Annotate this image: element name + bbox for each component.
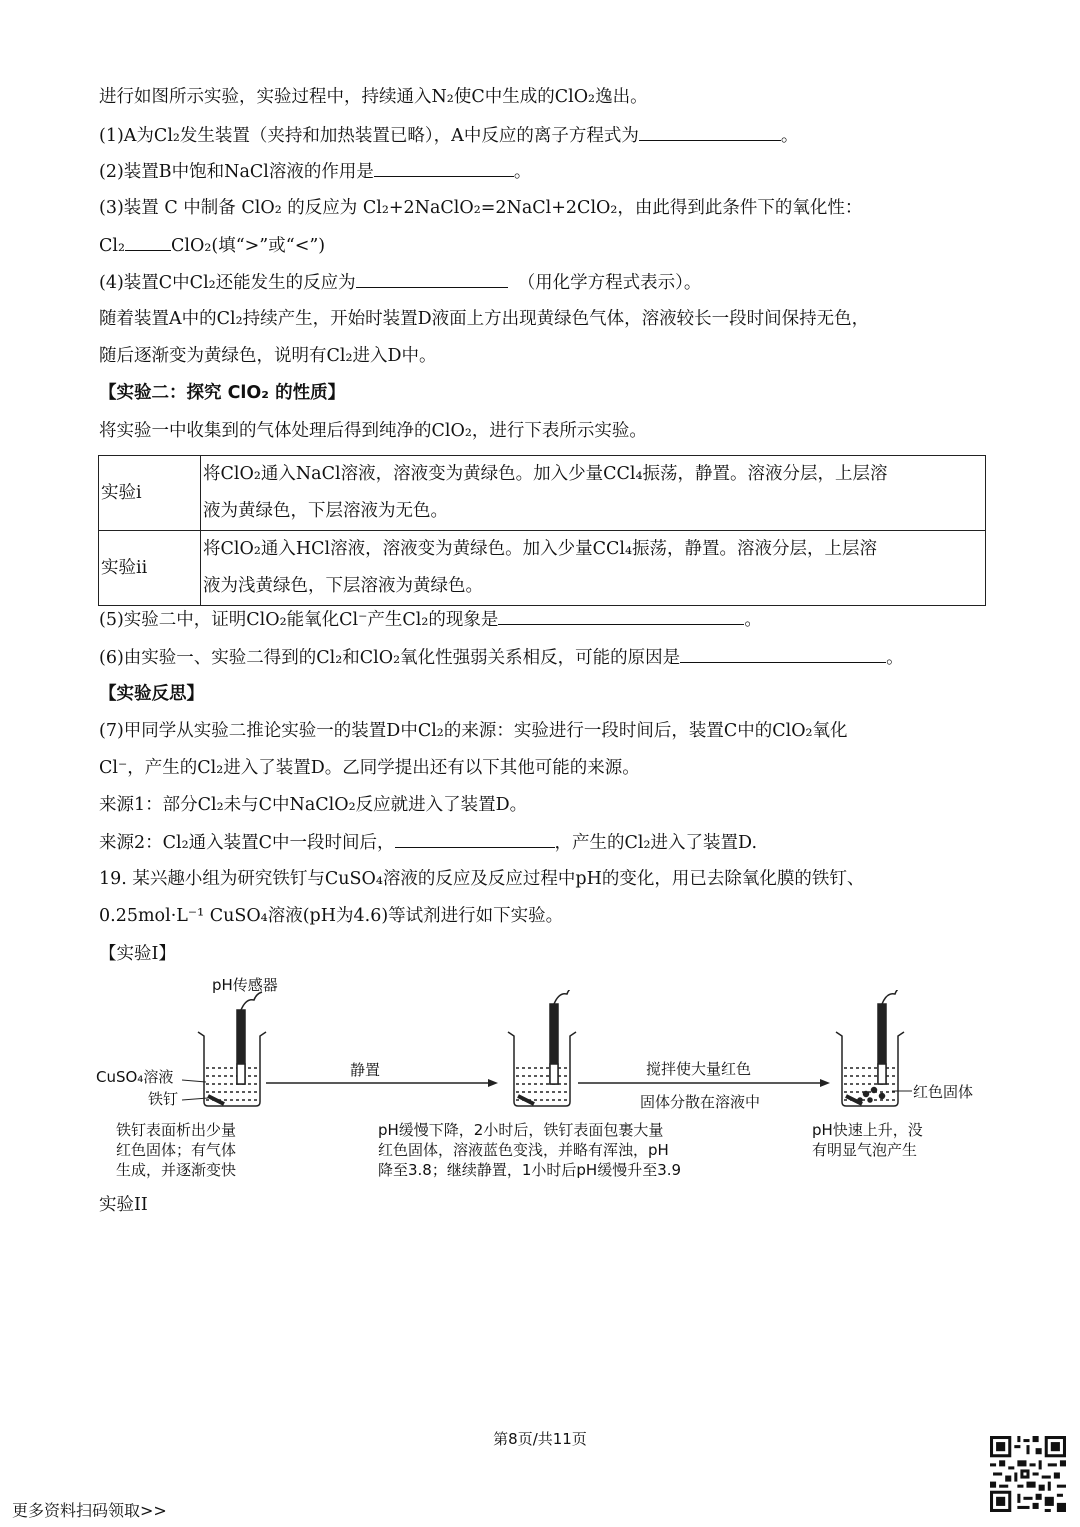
question-1-text: (1)A为Cl₂发生装置（夹持和加热装置已略），A中反应的离子方程式为 [99,126,639,146]
table-cell-line: 将ClO₂通入HCl溶液，溶液变为黄绿色。加入少量CCl₄振荡，静置。溶液分层，上层溶 [203,539,877,559]
question-3-clo2: ClO₂(填“>”或“<”) [171,236,326,256]
beaker-1 [198,992,266,1106]
answer-blank-6[interactable] [680,646,886,663]
red-solid-label: 红色固体 [913,1083,974,1101]
question-3-cl2: Cl₂ [99,236,126,256]
observation-2 [378,1120,681,1180]
question-7-line2: Cl⁻，产生的Cl₂进入了装置D。乙同学提出还有以下其他可能的来源。 [99,758,640,778]
arrow-2 [578,1079,830,1087]
arrow-2-label-top: 搅拌使大量红色 [646,1060,752,1078]
source-2-end: ，产生的Cl₂进入了装置D. [554,833,758,853]
observation-2-line: 红色固体，溶液蓝色变浅，并略有浑浊，pH [378,1141,669,1159]
observation-3-line: pH快速上升，没 [812,1121,923,1139]
question-5-end: 。 [744,610,762,630]
answer-blank-2[interactable] [374,160,514,177]
question-2-text: (2)装置B中饱和NaCl溶液的作用是 [99,162,374,182]
table-row [99,531,986,606]
observation-2-line: pH缓慢下降，2小时后，铁钉表面包裹大量 [378,1121,664,1139]
question-19-line2: 0.25mol·L⁻¹ CuSO₄溶液(pH为4.6)等试剂进行如下实验。 [99,906,564,926]
answer-blank-7[interactable] [395,831,555,848]
source-1: 来源1：部分Cl₂未与C中NaClO₂反应就进入了装置D。 [99,795,528,815]
cuso4-solution-label: CuSO₄溶液 [96,1068,174,1086]
beaker-3 [836,990,904,1106]
table-cell-line: 将ClO₂通入NaCl溶液，溶液变为黄绿色。加入少量CCl₄振荡，静置。溶液分层，上层溶 [203,464,888,484]
table-row-label: 实验ii [99,531,201,606]
observation-1 [116,1120,236,1180]
observation-1-line: 生成，并逐渐变快 [116,1161,237,1179]
question-3-line2 [99,234,325,257]
experiment-table [98,455,986,606]
observation-3-line: 有明显气泡产生 [812,1141,918,1159]
table-cell-line: 液为浅黄绿色，下层溶液为黄绿色。 [203,576,483,596]
more-resources-link[interactable]: 更多资料扫码领取>> [12,1501,167,1520]
experiment-1-heading: 【实验I】 [99,944,176,964]
observation-3 [812,1120,923,1160]
beaker-2 [508,990,576,1106]
question-3-line1: (3)装置 C 中制备 ClO₂ 的反应为 Cl₂+2NaClO₂=2NaCl+2ClO₂，由此得到此条件下的氧化性： [99,198,863,218]
question-2-end: 。 [513,162,532,182]
iron-nail-label: 铁钉 [148,1090,179,1108]
question-6 [99,646,904,669]
question-4 [99,271,701,294]
observation-1-line: 红色固体；有气体 [116,1141,237,1159]
ph-sensor-label: pH传感器 [212,976,278,994]
source-2 [99,831,757,854]
arrow-2-label-bottom: 固体分散在溶液中 [640,1093,761,1111]
question-6-text: (6)由实验一、实验二得到的Cl₂和ClO₂氧化性强弱关系相反，可能的原因是 [99,648,681,668]
page-number: 第8页/共11页 [493,1430,587,1448]
answer-blank-5[interactable] [498,608,744,625]
question-7-line1: (7)甲同学从实验二推论实验一的装置D中Cl₂的来源：实验进行一段时间后，装置C中的ClO₂氧化 [99,721,848,741]
source-2-text: 来源2：Cl₂通入装置C中一段时间后， [99,833,395,853]
observation-line2: 随后逐渐变为黄绿色，说明有Cl₂进入D中。 [99,346,437,366]
answer-blank-4[interactable] [356,271,508,288]
observation-1-line: 铁钉表面析出少量 [116,1121,237,1139]
question-1 [99,124,798,147]
observation-2-line: 降至3.8；继续静置，1小时后pH缓慢升至3.9 [378,1161,682,1179]
answer-blank-3[interactable] [125,234,171,251]
question-6-end: 。 [886,648,904,668]
question-4-end: （用化学方程式表示）。 [517,273,702,293]
arrow-1 [266,1079,498,1087]
experiment-2-heading: 【实验二：探究 ClO₂ 的性质】 [99,383,346,403]
table-row-label: 实验i [99,456,201,531]
arrow-1-label: 静置 [350,1061,381,1079]
question-2 [99,160,531,183]
qr-code-icon[interactable] [990,1436,1066,1512]
table-row-content [201,531,986,606]
answer-blank-1[interactable] [639,124,781,141]
intro-line: 进行如图所示实验，实验过程中，持续通入N₂使C中生成的ClO₂逸出。 [99,87,648,107]
question-19-line1: 19. 某兴趣小组为研究铁钉与CuSO₄溶液的反应及反应过程中pH的变化，用已去除氧化膜的铁钉、 [99,869,865,889]
question-5-text: (5)实验二中，证明ClO₂能氧化Cl⁻产生Cl₂的现象是 [99,610,499,630]
question-4-text: (4)装置C中Cl₂还能发生的反应为 [99,273,356,293]
table-cell-line: 液为黄绿色，下层溶液为无色。 [203,501,448,521]
question-5 [99,608,762,631]
experiment-2b-label: 实验II [99,1195,148,1215]
table-row [99,456,986,531]
solution-leader [182,1080,206,1082]
reflection-heading: 【实验反思】 [99,684,204,704]
observation-line1: 随着装置A中的Cl₂持续产生，开始时装置D液面上方出现黄绿色气体，溶液较长一段时间保持无色， [99,309,870,329]
table-row-content [201,456,986,531]
question-1-end: 。 [780,126,799,146]
experiment-2-intro: 将实验一中收集到的气体处理后得到纯净的ClO₂，进行下表所示实验。 [99,421,647,441]
